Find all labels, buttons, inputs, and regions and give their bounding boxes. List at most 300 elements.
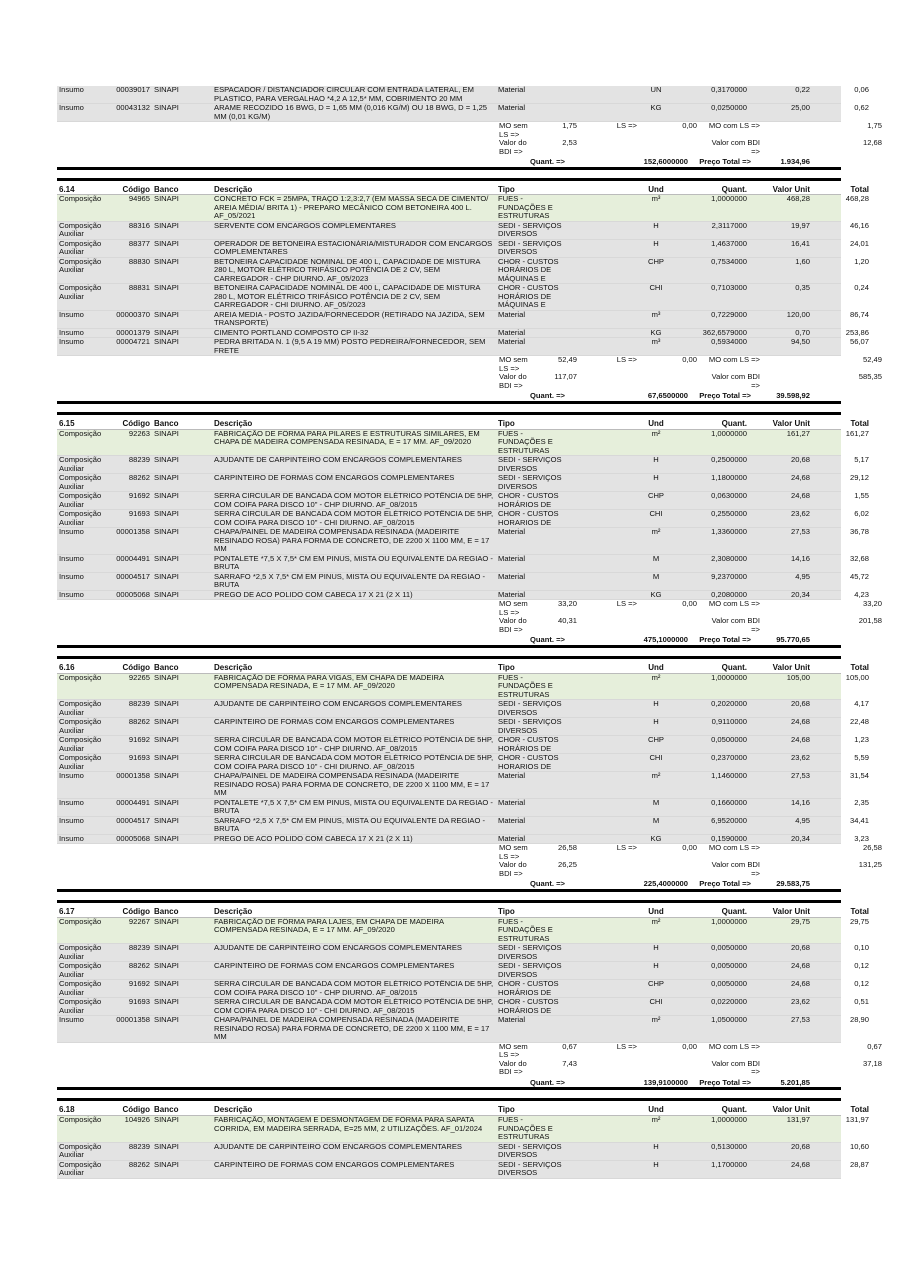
row-total: 45,72 <box>849 572 869 581</box>
header-description: Descrição <box>214 185 253 194</box>
row-kind: Composição Auxiliar <box>59 962 102 979</box>
row-type: SEDI - SERVIÇOS DIVERSOS <box>498 1160 562 1178</box>
row-quantity: 0,1590000 <box>711 834 747 843</box>
table-row <box>57 917 869 945</box>
row-description: SERRA CIRCULAR DE BANCADA COM MOTOR ELÉTRICO POTÊNCIA DE 5HP, COM COIFA PARA DISCO 10" - CHP DIURNO. AF_08/2015 <box>214 492 494 509</box>
row-total: 0,10 <box>854 944 869 953</box>
label-valor-bdi: Valor do BDI => <box>499 1058 527 1077</box>
row-total: 1,55 <box>854 492 869 501</box>
summary-labor <box>57 121 882 139</box>
header-quantity: Quant. <box>721 419 747 428</box>
table-row <box>57 572 869 591</box>
row-unit: H <box>653 1142 659 1151</box>
row-unit: CHP <box>647 980 665 989</box>
row-bank: SINAPI <box>154 221 179 230</box>
row-type: Material <box>498 310 526 319</box>
row-kind: Insumo <box>59 798 84 807</box>
row-bank: SINAPI <box>154 528 179 537</box>
mo-sem-value: 33,20 <box>557 599 577 609</box>
row-description: PONTALETE *7,5 X 7,5* CM EM PINUS, MISTA OU EQUIVALENTE DA REGIAO - BRUTA <box>214 554 493 572</box>
row-description: BETONEIRA CAPACIDADE NOMINAL DE 400 L, CAPACIDADE DE MISTURA 280 L, MOTOR ELÉTRICO TRIFÁSICO POTÊNCIA DE 2 CV, SEM CARREGADOR - CHP DIURNO. AF_05/2023 <box>214 257 480 283</box>
row-quantity: 0,2020000 <box>711 700 747 709</box>
table-row <box>57 554 869 573</box>
row-kind: Composição Auxiliar <box>59 257 102 275</box>
label-mo-com: MO com LS => <box>708 843 760 853</box>
bdi-value: 117,07 <box>554 372 577 382</box>
row-kind: Composição Auxiliar <box>59 510 102 527</box>
header-total: Total <box>850 907 869 916</box>
row-total: 0,51 <box>854 998 869 1007</box>
row-code: 00004517 <box>116 572 150 581</box>
header-unit-value: Valor Unit <box>772 419 810 428</box>
row-unit: CHI <box>649 998 663 1007</box>
table-row <box>57 718 869 736</box>
table-row <box>57 456 869 474</box>
section-number: 6.17 <box>59 907 75 916</box>
ls-value: 0,00 <box>682 843 697 853</box>
row-bank: SINAPI <box>154 257 179 266</box>
header-type: Tipo <box>498 419 515 428</box>
row-quantity: 0,5934000 <box>711 338 747 347</box>
row-type: Material <box>498 528 526 537</box>
summary-bdi <box>57 1058 882 1077</box>
row-bank: SINAPI <box>154 1016 179 1025</box>
row-unit-value: 0,70 <box>795 328 810 337</box>
row-description: SERRA CIRCULAR DE BANCADA COM MOTOR ELÉTRICO POTÊNCIA DE 5HP, COM COIFA PARA DISCO 10" - CHP DIURNO. AF_08/2015 <box>214 980 494 997</box>
mo-com-value: 26,58 <box>862 843 882 853</box>
section-header <box>57 419 869 430</box>
label-preco-total: Preço Total => <box>699 157 751 166</box>
label-ls: LS => <box>616 355 637 365</box>
section-divider <box>57 412 841 415</box>
label-preco-total: Preço Total => <box>699 391 751 401</box>
header-unit: Und <box>648 185 664 194</box>
summary-totals <box>57 156 841 170</box>
row-unit-value: 27,53 <box>790 528 810 537</box>
summary-labor <box>57 599 882 617</box>
row-type: CHOR - CUSTOS HORÁRIOS DE <box>498 998 559 1015</box>
row-bank: SINAPI <box>154 718 179 727</box>
preco-total-value: 39.598,92 <box>776 391 810 401</box>
row-unit: H <box>653 221 659 230</box>
summary-totals <box>57 878 841 892</box>
row-unit-value: 23,62 <box>790 754 810 763</box>
row-total: 28,90 <box>849 1016 869 1025</box>
table-row <box>57 700 869 718</box>
row-kind: Composição Auxiliar <box>59 736 102 753</box>
row-total: 161,27 <box>845 429 869 438</box>
row-code: 91692 <box>128 492 150 501</box>
label-mo-com: MO com LS => <box>708 1041 760 1051</box>
header-quantity: Quant. <box>721 1106 747 1115</box>
label-mo-sem: MO sem LS => <box>499 121 528 139</box>
preco-total-value: 5.201,85 <box>780 1077 810 1087</box>
row-type: CHOR - CUSTOS HORÁRIOS DE MÁQUINAS E <box>498 284 559 310</box>
row-kind: Composição <box>59 195 102 204</box>
row-total: 2,35 <box>854 798 869 807</box>
row-unit: M <box>652 554 660 563</box>
row-unit-value: 20,34 <box>790 590 810 599</box>
mo-sem-value: 52,49 <box>557 355 577 365</box>
row-code: 00001358 <box>116 1016 150 1025</box>
label-mo-sem: MO sem LS => <box>499 843 528 861</box>
label-valor-com-bdi: Valor com BDI => <box>711 860 760 878</box>
row-quantity: 0,2370000 <box>711 754 747 763</box>
row-quantity: 1,0000000 <box>711 429 747 438</box>
summary-labor <box>57 1041 882 1060</box>
header-bank: Banco <box>154 185 179 194</box>
row-type: Material <box>498 338 526 347</box>
row-unit: m² <box>651 1116 661 1125</box>
row-quantity: 0,5130000 <box>711 1142 747 1151</box>
quant-value: 475,1000000 <box>643 635 688 645</box>
table-row <box>57 284 869 311</box>
row-type: Material <box>498 86 526 94</box>
row-bank: SINAPI <box>154 492 179 501</box>
row-type: FUES - FUNDAÇÕES E ESTRUTURAS <box>498 1116 553 1142</box>
row-type: Material <box>498 816 526 825</box>
row-kind: Composição Auxiliar <box>59 718 102 735</box>
section-header <box>57 1106 869 1116</box>
row-kind: Insumo <box>59 772 84 781</box>
header-unit: Und <box>648 1106 664 1115</box>
row-quantity: 0,0250000 <box>711 104 747 112</box>
row-unit-value: 4,95 <box>795 572 810 581</box>
row-kind: Composição <box>59 429 102 438</box>
header-total: Total <box>850 663 869 672</box>
row-unit-value: 20,68 <box>790 456 810 465</box>
row-quantity: 1,3360000 <box>711 528 747 537</box>
header-bank: Banco <box>154 907 179 916</box>
mo-com-value: 52,49 <box>862 355 882 365</box>
row-quantity: 0,9110000 <box>711 718 747 727</box>
row-total: 56,07 <box>849 338 869 347</box>
table-row <box>57 736 869 754</box>
row-kind: Insumo <box>59 86 84 94</box>
table-row <box>57 772 869 799</box>
table-row <box>57 310 869 329</box>
header-description: Descrição <box>214 419 253 428</box>
row-kind: Insumo <box>59 834 84 843</box>
row-type: Material <box>498 772 526 781</box>
row-bank: SINAPI <box>154 572 179 581</box>
row-description: SERRA CIRCULAR DE BANCADA COM MOTOR ELÉTRICO POTÊNCIA DE 5HP, COM COIFA PARA DISCO 10" - CHI DIURNO. AF_08/2015 <box>214 998 494 1015</box>
row-total: 5,59 <box>854 754 869 763</box>
row-unit-value: 14,16 <box>790 798 810 807</box>
row-code: 91692 <box>128 736 150 745</box>
row-bank: SINAPI <box>154 429 179 438</box>
row-total: 24,01 <box>849 239 869 248</box>
row-total: 4,23 <box>854 590 869 599</box>
header-description: Descrição <box>214 907 253 916</box>
row-unit-value: 1,60 <box>795 257 810 266</box>
section-number: 6.14 <box>59 185 75 194</box>
row-description: AJUDANTE DE CARPINTEIRO COM ENCARGOS COMPLEMENTARES <box>214 456 462 465</box>
row-kind: Insumo <box>59 528 84 537</box>
summary-labor <box>57 355 882 373</box>
row-type: CHOR - CUSTOS HORARIOS DE <box>498 754 559 771</box>
table-row <box>57 1142 869 1161</box>
row-bank: SINAPI <box>154 917 179 926</box>
row-code: 88377 <box>128 239 150 248</box>
header-type: Tipo <box>498 663 515 672</box>
row-total: 29,75 <box>849 917 869 926</box>
row-unit-value: 29,75 <box>790 917 810 926</box>
row-bank: SINAPI <box>154 554 179 563</box>
row-description: SERRA CIRCULAR DE BANCADA COM MOTOR ELÉTRICO POTÊNCIA DE 5HP, COM COIFA PARA DISCO 10" - CHP DIURNO. AF_08/2015 <box>214 736 494 753</box>
header-unit-value: Valor Unit <box>772 663 810 672</box>
valor-com-bdi-value: 12,68 <box>862 138 882 147</box>
label-preco-total: Preço Total => <box>699 635 751 645</box>
bdi-value: 7,43 <box>562 1058 577 1068</box>
row-unit-value: 120,00 <box>786 310 810 319</box>
row-code: 00043132 <box>116 104 150 112</box>
table-row <box>57 962 869 980</box>
section-number: 6.15 <box>59 419 75 428</box>
row-total: 468,28 <box>845 195 869 204</box>
row-code: 91693 <box>128 510 150 519</box>
mo-sem-value: 0,67 <box>562 1041 577 1051</box>
mo-com-value: 1,75 <box>867 121 882 130</box>
row-code: 88239 <box>128 1142 150 1151</box>
summary-labor <box>57 843 882 861</box>
row-description: ARAME RECOZIDO 16 BWG, D = 1,65 MM (0,016 KG/M) OU 18 BWG, D = 1,25 MM (0,01 KG/M) <box>214 104 488 121</box>
row-unit-value: 0,35 <box>795 284 810 293</box>
row-description: CIMENTO PORTLAND COMPOSTO CP II-32 <box>214 328 369 337</box>
row-quantity: 6,9520000 <box>711 816 747 825</box>
row-type: CHOR - CUSTOS HORÁRIOS DE <box>498 492 559 509</box>
row-quantity: 1,1700000 <box>711 1160 747 1169</box>
row-code: 92265 <box>128 673 150 682</box>
row-unit: m² <box>651 429 661 438</box>
row-code: 88239 <box>128 456 150 465</box>
row-kind: Insumo <box>59 310 84 319</box>
row-total: 22,48 <box>849 718 869 727</box>
row-quantity: 0,7229000 <box>711 310 747 319</box>
row-total: 0,06 <box>854 86 869 94</box>
row-total: 6,02 <box>854 510 869 519</box>
header-unit: Und <box>648 907 664 916</box>
row-type: Material <box>498 798 526 807</box>
row-unit: KG <box>650 104 662 112</box>
row-quantity: 0,1660000 <box>711 798 747 807</box>
table-row <box>57 221 869 240</box>
section-header <box>57 185 869 196</box>
header-bank: Banco <box>154 1106 179 1115</box>
summary-bdi <box>57 616 882 634</box>
row-bank: SINAPI <box>154 86 179 94</box>
row-unit: KG <box>650 834 662 843</box>
row-type: FUES - FUNDAÇÕES E ESTRUTURAS <box>498 673 553 699</box>
row-quantity: 1,4637000 <box>711 239 747 248</box>
row-unit-value: 4,95 <box>795 816 810 825</box>
row-unit: CHI <box>649 284 663 293</box>
bdi-value: 2,53 <box>562 138 577 147</box>
table-row <box>57 338 869 356</box>
row-bank: SINAPI <box>154 328 179 337</box>
row-quantity: 1,0000000 <box>711 673 747 682</box>
table-row <box>57 754 869 772</box>
header-type: Tipo <box>498 185 515 194</box>
row-code: 91693 <box>128 998 150 1007</box>
row-unit: CHP <box>647 736 665 745</box>
row-kind: Composição <box>59 673 102 682</box>
row-unit-value: 14,16 <box>790 554 810 563</box>
row-type: SEDI - SERVIÇOS DIVERSOS <box>498 1142 562 1160</box>
composition-block <box>57 178 882 404</box>
row-code: 00001379 <box>116 328 150 337</box>
row-description: CARPINTEIRO DE FORMAS COM ENCARGOS COMPLEMENTARES <box>214 962 455 971</box>
row-total: 1,23 <box>854 736 869 745</box>
header-code: Código <box>122 1106 150 1115</box>
row-unit: H <box>653 474 659 483</box>
row-unit: m² <box>651 1016 661 1025</box>
section-divider <box>57 1098 841 1101</box>
section-divider <box>57 900 841 903</box>
row-unit: CHP <box>647 257 665 266</box>
label-valor-com-bdi: Valor com BDI => <box>711 138 760 156</box>
row-quantity: 0,0050000 <box>711 962 747 971</box>
row-unit-value: 19,97 <box>790 221 810 230</box>
row-total: 5,17 <box>854 456 869 465</box>
row-total: 34,41 <box>849 816 869 825</box>
row-code: 88239 <box>128 944 150 953</box>
row-unit: m³ <box>651 338 661 347</box>
header-unit-value: Valor Unit <box>772 1106 810 1115</box>
row-kind: Composição <box>59 917 102 926</box>
row-unit-value: 24,68 <box>790 1160 810 1169</box>
row-quantity: 1,0000000 <box>711 917 747 926</box>
row-total: 29,12 <box>849 474 869 483</box>
preco-total-value: 1.934,96 <box>780 157 810 166</box>
row-code: 94965 <box>128 195 150 204</box>
table-row <box>57 980 869 998</box>
row-unit: CHI <box>649 754 663 763</box>
row-description: CARPINTEIRO DE FORMAS COM ENCARGOS COMPLEMENTARES <box>214 718 455 727</box>
row-kind: Composição Auxiliar <box>59 998 102 1015</box>
row-kind: Composição Auxiliar <box>59 1142 102 1160</box>
label-valor-com-bdi: Valor com BDI => <box>711 372 760 390</box>
header-code: Código <box>122 185 150 194</box>
table-row <box>57 86 869 104</box>
row-code: 00001358 <box>116 772 150 781</box>
table-row <box>57 195 869 222</box>
row-unit-value: 27,53 <box>790 1016 810 1025</box>
row-description: CARPINTEIRO DE FORMAS COM ENCARGOS COMPLEMENTARES <box>214 1160 455 1169</box>
table-row <box>57 673 869 701</box>
row-code: 88830 <box>128 257 150 266</box>
row-unit-value: 20,68 <box>790 700 810 709</box>
row-unit: H <box>653 1160 659 1169</box>
row-total: 0,12 <box>854 980 869 989</box>
row-description: SERRA CIRCULAR DE BANCADA COM MOTOR ELÉTRICO POTÊNCIA DE 5HP, COM COIFA PARA DISCO 10" - CHI DIURNO. AF_08/2015 <box>214 510 494 527</box>
label-preco-total: Preço Total => <box>699 1077 751 1087</box>
ls-value: 0,00 <box>682 599 697 609</box>
row-kind: Insumo <box>59 328 84 337</box>
row-type: Material <box>498 554 526 563</box>
row-quantity: 0,3170000 <box>711 86 747 94</box>
summary-totals <box>57 634 841 648</box>
row-unit-value: 24,68 <box>790 736 810 745</box>
row-unit: H <box>653 962 659 971</box>
section-divider <box>57 656 841 659</box>
row-unit: H <box>653 239 659 248</box>
header-quantity: Quant. <box>721 663 747 672</box>
preco-total-value: 29.583,75 <box>776 879 810 889</box>
row-total: 0,12 <box>854 962 869 971</box>
row-kind: Composição Auxiliar <box>59 221 102 239</box>
table-row <box>57 1160 869 1179</box>
row-quantity: 0,7534000 <box>711 257 747 266</box>
row-type: FUES - FUNDAÇÕES E ESTRUTURAS <box>498 429 553 455</box>
row-kind: Insumo <box>59 554 84 563</box>
mo-sem-value: 1,75 <box>562 121 577 130</box>
row-bank: SINAPI <box>154 772 179 781</box>
label-ls: LS => <box>616 599 637 609</box>
label-valor-bdi: Valor do BDI => <box>499 616 527 634</box>
row-total: 105,00 <box>845 673 869 682</box>
header-total: Total <box>850 185 869 194</box>
header-unit: Und <box>648 419 664 428</box>
valor-com-bdi-value: 37,18 <box>862 1058 882 1068</box>
label-mo-com: MO com LS => <box>708 599 760 609</box>
section-header <box>57 663 869 674</box>
label-preco-total: Preço Total => <box>699 879 751 889</box>
row-quantity: 1,1460000 <box>711 772 747 781</box>
row-unit: H <box>653 718 659 727</box>
row-bank: SINAPI <box>154 980 179 989</box>
row-kind: Composição Auxiliar <box>59 474 102 491</box>
row-type: Material <box>498 834 526 843</box>
row-type: CHOR - CUSTOS HORÁRIOS DE <box>498 980 559 997</box>
header-bank: Banco <box>154 419 179 428</box>
row-unit-value: 24,68 <box>790 718 810 727</box>
row-bank: SINAPI <box>154 700 179 709</box>
header-quantity: Quant. <box>721 185 747 194</box>
row-code: 88831 <box>128 284 150 293</box>
row-bank: SINAPI <box>154 754 179 763</box>
row-unit-value: 24,68 <box>790 492 810 501</box>
table-row <box>57 429 869 457</box>
row-bank: SINAPI <box>154 673 179 682</box>
row-bank: SINAPI <box>154 1160 179 1169</box>
row-description: SARRAFO *2,5 X 7,5* CM EM PINUS, MISTA OU EQUIVALENTE DA REGIAO - BRUTA <box>214 816 486 834</box>
header-type: Tipo <box>498 907 515 916</box>
table-row <box>57 104 869 122</box>
ls-value: 0,00 <box>682 355 697 365</box>
row-type: CHOR - CUSTOS HORARIOS DE <box>498 510 559 527</box>
label-valor-bdi: Valor do BDI => <box>499 860 527 878</box>
row-total: 0,62 <box>854 104 869 112</box>
row-description: SERRA CIRCULAR DE BANCADA COM MOTOR ELÉTRICO POTÊNCIA DE 5HP, COM COIFA PARA DISCO 10" - CHI DIURNO. AF_08/2015 <box>214 754 494 771</box>
row-bank: SINAPI <box>154 104 179 112</box>
row-kind: Composição Auxiliar <box>59 980 102 997</box>
bdi-value: 40,31 <box>557 616 577 626</box>
row-code: 00004491 <box>116 554 150 563</box>
row-code: 91693 <box>128 754 150 763</box>
row-type: Material <box>498 1016 526 1025</box>
row-total: 0,24 <box>854 284 869 293</box>
section-number: 6.18 <box>59 1106 75 1115</box>
row-description: PREGO DE ACO POLIDO COM CABECA 17 X 21 (2 X 11) <box>214 590 413 599</box>
row-bank: SINAPI <box>154 338 179 347</box>
row-total: 32,68 <box>849 554 869 563</box>
row-unit: m² <box>651 673 661 682</box>
table-row <box>57 998 869 1016</box>
row-unit: KG <box>650 590 662 599</box>
row-type: Material <box>498 590 526 599</box>
row-description: AJUDANTE DE CARPINTEIRO COM ENCARGOS COMPLEMENTARES <box>214 700 462 709</box>
